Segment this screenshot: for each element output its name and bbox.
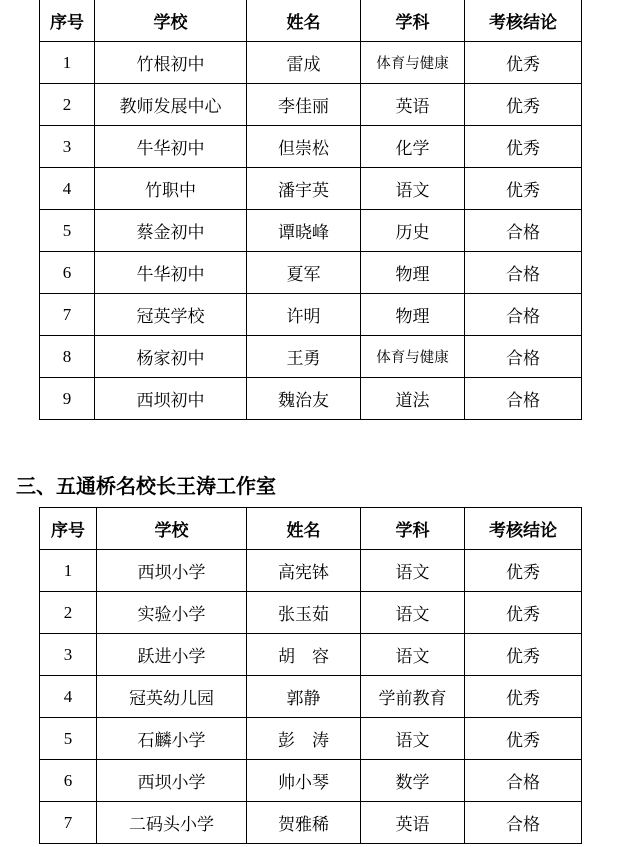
row-name: 雷成 xyxy=(247,42,361,84)
row-school: 西坝小学 xyxy=(97,550,247,592)
row-name: 张玉茹 xyxy=(247,592,361,634)
row-result: 优秀 xyxy=(465,42,582,84)
row-no: 4 xyxy=(40,168,95,210)
row-name: 高宪钵 xyxy=(247,550,361,592)
table-header-row xyxy=(40,508,582,550)
table-row xyxy=(40,634,582,676)
table-row xyxy=(40,168,582,210)
assessment-table-2 xyxy=(39,507,582,844)
table-row xyxy=(40,760,582,802)
row-school: 牛华初中 xyxy=(95,252,247,294)
header-name: 姓名 xyxy=(247,508,361,550)
row-result: 合格 xyxy=(465,760,582,802)
row-subject: 学前教育 xyxy=(361,676,465,718)
header-result: 考核结论 xyxy=(465,0,582,42)
row-name: 夏军 xyxy=(247,252,361,294)
table-row xyxy=(40,592,582,634)
row-no: 1 xyxy=(40,550,97,592)
row-result: 优秀 xyxy=(465,126,582,168)
row-school: 二码头小学 xyxy=(97,802,247,844)
row-name: 许明 xyxy=(247,294,361,336)
row-school: 实验小学 xyxy=(97,592,247,634)
row-name: 谭晓峰 xyxy=(247,210,361,252)
header-subject: 学科 xyxy=(361,508,465,550)
row-name: 但崇松 xyxy=(247,126,361,168)
table-row xyxy=(40,378,582,420)
row-school: 西坝初中 xyxy=(95,378,247,420)
row-result: 优秀 xyxy=(465,718,582,760)
row-no: 5 xyxy=(40,718,97,760)
row-name: 胡 容 xyxy=(247,634,361,676)
row-name: 潘宇英 xyxy=(247,168,361,210)
row-subject: 英语 xyxy=(361,84,465,126)
row-no: 8 xyxy=(40,336,95,378)
table-row xyxy=(40,676,582,718)
row-name: 郭静 xyxy=(247,676,361,718)
row-no: 9 xyxy=(40,378,95,420)
row-name: 贺雅稀 xyxy=(247,802,361,844)
row-subject: 体育与健康 xyxy=(361,336,465,378)
row-subject: 英语 xyxy=(361,802,465,844)
row-result: 合格 xyxy=(465,294,582,336)
table-row xyxy=(40,42,582,84)
assessment-table-1 xyxy=(39,0,582,420)
row-no: 6 xyxy=(40,252,95,294)
row-name: 魏治友 xyxy=(247,378,361,420)
row-result: 合格 xyxy=(465,802,582,844)
row-no: 1 xyxy=(40,42,95,84)
row-subject: 语文 xyxy=(361,634,465,676)
row-school: 教师发展中心 xyxy=(95,84,247,126)
row-school: 跃进小学 xyxy=(97,634,247,676)
row-no: 6 xyxy=(40,760,97,802)
row-school: 西坝小学 xyxy=(97,760,247,802)
row-subject: 物理 xyxy=(361,252,465,294)
row-name: 李佳丽 xyxy=(247,84,361,126)
row-subject: 语文 xyxy=(361,718,465,760)
table-row xyxy=(40,718,582,760)
table-header-row xyxy=(40,0,582,42)
table-row xyxy=(40,802,582,844)
header-name: 姓名 xyxy=(247,0,361,42)
row-subject: 物理 xyxy=(361,294,465,336)
header-no: 序号 xyxy=(40,508,97,550)
header-school: 学校 xyxy=(97,508,247,550)
row-name: 王勇 xyxy=(247,336,361,378)
row-result: 优秀 xyxy=(465,634,582,676)
table-row xyxy=(40,336,582,378)
table-row xyxy=(40,294,582,336)
row-subject: 道法 xyxy=(361,378,465,420)
row-result: 优秀 xyxy=(465,168,582,210)
section-heading: 三、五通桥名校长王涛工作室 xyxy=(16,474,276,498)
header-no: 序号 xyxy=(40,0,95,42)
header-subject: 学科 xyxy=(361,0,465,42)
row-subject: 体育与健康 xyxy=(361,42,465,84)
row-name: 帅小琴 xyxy=(247,760,361,802)
row-no: 2 xyxy=(40,84,95,126)
row-result: 优秀 xyxy=(465,550,582,592)
row-subject: 数学 xyxy=(361,760,465,802)
row-result: 优秀 xyxy=(465,676,582,718)
row-name: 彭 涛 xyxy=(247,718,361,760)
row-school: 牛华初中 xyxy=(95,126,247,168)
row-result: 合格 xyxy=(465,210,582,252)
row-subject: 历史 xyxy=(361,210,465,252)
row-school: 竹职中 xyxy=(95,168,247,210)
row-result: 优秀 xyxy=(465,592,582,634)
row-school: 竹根初中 xyxy=(95,42,247,84)
row-no: 7 xyxy=(40,802,97,844)
row-school: 杨家初中 xyxy=(95,336,247,378)
row-school: 冠英幼儿园 xyxy=(97,676,247,718)
table-row xyxy=(40,126,582,168)
row-school: 石麟小学 xyxy=(97,718,247,760)
row-subject: 语文 xyxy=(361,168,465,210)
row-result: 合格 xyxy=(465,378,582,420)
table-row xyxy=(40,210,582,252)
header-result: 考核结论 xyxy=(465,508,582,550)
row-result: 优秀 xyxy=(465,84,582,126)
row-school: 蔡金初中 xyxy=(95,210,247,252)
row-no: 3 xyxy=(40,126,95,168)
table-row xyxy=(40,252,582,294)
row-subject: 化学 xyxy=(361,126,465,168)
header-school: 学校 xyxy=(95,0,247,42)
row-no: 3 xyxy=(40,634,97,676)
row-no: 7 xyxy=(40,294,95,336)
row-no: 5 xyxy=(40,210,95,252)
row-result: 合格 xyxy=(465,252,582,294)
row-no: 4 xyxy=(40,676,97,718)
table-row xyxy=(40,84,582,126)
row-subject: 语文 xyxy=(361,592,465,634)
row-subject: 语文 xyxy=(361,550,465,592)
row-result: 合格 xyxy=(465,336,582,378)
table-row xyxy=(40,550,582,592)
row-no: 2 xyxy=(40,592,97,634)
row-school: 冠英学校 xyxy=(95,294,247,336)
